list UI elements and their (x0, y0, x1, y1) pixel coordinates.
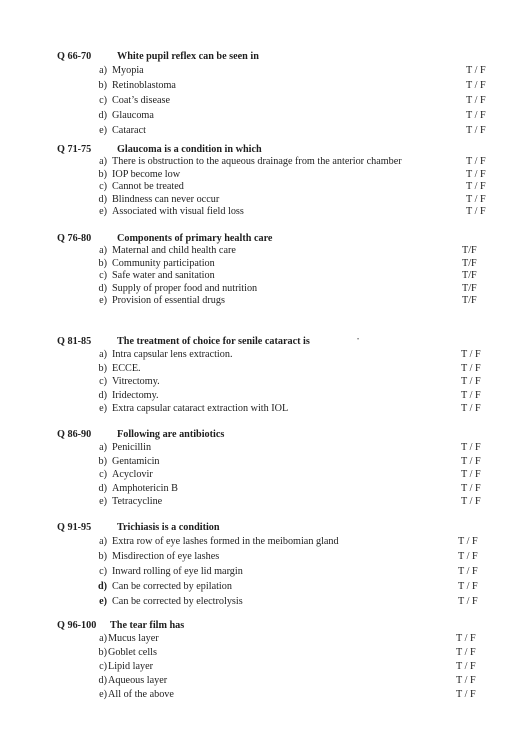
option-letter: b) (98, 80, 107, 91)
option-text: ECCE. (112, 362, 141, 374)
option-row (0, 156, 520, 169)
option-text: Extra row of eye lashes formed in the meibomian gland (112, 536, 339, 547)
true-false-answer: T / F (456, 661, 476, 672)
true-false-answer: T / F (466, 156, 486, 167)
option-text: Blindness can never occur (112, 193, 220, 205)
option-row (0, 482, 520, 496)
option-row (0, 375, 520, 389)
option-row (0, 78, 520, 93)
option-text: Maternal and child health care (112, 245, 236, 256)
question-block-86-90 (0, 428, 520, 509)
option-row (0, 63, 520, 78)
true-false-answer: T / F (461, 362, 481, 374)
question-header (0, 428, 520, 441)
question-number: Q 66-70 (57, 51, 92, 62)
option-letter: c) (99, 270, 107, 281)
true-false-answer: T / F (456, 647, 476, 658)
true-false-answer: T/F (462, 257, 477, 269)
option-text: Myopia (112, 65, 144, 76)
true-false-answer: T / F (461, 455, 481, 467)
question-block-71-75 (0, 143, 520, 219)
option-row (0, 181, 520, 194)
true-false-answer: T / F (466, 80, 486, 91)
option-letter: b) (98, 647, 107, 658)
question-header (0, 143, 520, 156)
option-text: Can be corrected by epilation (112, 581, 232, 592)
option-row (0, 270, 520, 283)
stray-dot: • (357, 337, 360, 343)
option-letter: d) (97, 581, 107, 592)
true-false-answer: T / F (466, 206, 486, 217)
true-false-answer: T / F (458, 536, 478, 547)
question-header (0, 50, 520, 63)
true-false-answer: T / F (466, 95, 486, 106)
option-letter: e) (99, 596, 107, 607)
option-row (0, 169, 520, 182)
question-stem: The tear film has (110, 620, 185, 631)
true-false-answer: T / F (461, 482, 481, 494)
option-row (0, 93, 520, 108)
option-letter: c) (99, 469, 107, 480)
option-letter: e) (99, 206, 107, 217)
option-letter: a) (99, 349, 107, 360)
option-text: Goblet cells (108, 647, 157, 658)
option-text: Gentamicin (112, 455, 160, 467)
option-text: Inward rolling of eye lid margin (112, 566, 243, 577)
option-letter: c) (99, 376, 107, 387)
true-false-answer: T / F (461, 403, 481, 414)
question-block-81-85 (0, 335, 520, 416)
option-row (0, 295, 520, 308)
option-text: There is obstruction to the aqueous drainage from the anterior chamber (112, 156, 402, 167)
option-text: Provision of essential drugs (112, 295, 225, 306)
option-letter: a) (99, 442, 107, 453)
true-false-answer: T / F (458, 566, 478, 577)
true-false-answer: T / F (458, 581, 478, 592)
option-text: Supply of proper food and nutrition (112, 282, 258, 294)
question-block-66-70 (0, 50, 520, 138)
option-row (0, 283, 520, 296)
option-row (0, 441, 520, 455)
question-number: Q 71-75 (57, 144, 92, 155)
option-row (0, 389, 520, 403)
true-false-answer: T/F (462, 295, 477, 306)
true-false-answer: T/F (462, 270, 477, 281)
true-false-answer: T/F (462, 245, 477, 256)
question-header (0, 232, 520, 245)
true-false-answer: T / F (461, 376, 481, 387)
option-row (0, 258, 520, 271)
true-false-answer: T / F (466, 168, 486, 180)
question-number: Q 81-85 (57, 336, 92, 347)
option-text: Intra capsular lens extraction. (112, 349, 233, 360)
option-letter: c) (99, 566, 107, 577)
option-text: Lipid layer (108, 661, 153, 672)
option-text: Acyclovir (112, 469, 153, 480)
option-row (0, 594, 520, 609)
question-block-76-80 (0, 232, 520, 308)
question-block-91-95 (0, 521, 520, 609)
true-false-answer: T / F (461, 496, 481, 507)
question-stem: White pupil reflex can be seen in (117, 51, 259, 62)
option-letter: d) (98, 193, 107, 205)
option-letter: a) (99, 156, 107, 167)
option-row (0, 632, 520, 646)
true-false-answer: T/F (462, 282, 477, 294)
question-header (0, 335, 520, 348)
true-false-answer: T / F (456, 675, 476, 686)
true-false-answer: T / F (466, 125, 486, 136)
option-row (0, 362, 520, 376)
option-text: Community participation (112, 257, 215, 269)
true-false-answer: T / F (466, 181, 486, 192)
question-stem: Glaucoma is a condition in which (117, 144, 262, 155)
option-letter: d) (98, 110, 107, 121)
option-row (0, 495, 520, 509)
option-text: Aqueous layer (108, 675, 168, 686)
option-text: Extra capsular cataract extraction with IOL (112, 403, 289, 414)
option-letter: c) (99, 661, 107, 672)
option-letter: a) (99, 633, 107, 644)
option-text: Cannot be treated (112, 181, 184, 192)
option-text: Vitrectomy. (112, 376, 160, 387)
question-header (0, 619, 520, 632)
option-row (0, 402, 520, 416)
option-letter: e) (99, 689, 107, 700)
option-text: Safe water and sanitation (112, 270, 215, 281)
option-text: Amphotericin B (112, 482, 178, 494)
option-letter: d) (98, 389, 107, 401)
option-row (0, 660, 520, 674)
option-row (0, 549, 520, 564)
option-text: Misdirection of eye lashes (112, 551, 220, 562)
option-letter: b) (98, 362, 107, 374)
option-text: IOP become low (112, 168, 181, 180)
option-letter: e) (99, 496, 107, 507)
option-letter: e) (99, 125, 107, 136)
option-text: Can be corrected by electrolysis (112, 596, 243, 607)
option-letter: c) (99, 95, 107, 106)
option-letter: a) (99, 536, 107, 547)
option-letter: d) (98, 675, 107, 686)
true-false-answer: T / F (461, 349, 481, 360)
option-text: Coat’s disease (112, 95, 171, 106)
option-letter: e) (99, 295, 107, 306)
option-text: Mucus layer (108, 633, 159, 644)
true-false-answer: T / F (461, 389, 481, 401)
option-text: Associated with visual field loss (112, 206, 244, 217)
question-block-96-100 (0, 619, 520, 702)
option-row (0, 245, 520, 258)
option-letter: e) (99, 403, 107, 414)
true-false-answer: T / F (458, 551, 478, 562)
question-stem: Components of primary health care (117, 233, 273, 244)
question-number: Q 76-80 (57, 233, 92, 244)
question-stem: The treatment of choice for senile cataract is (117, 336, 310, 347)
option-row (0, 564, 520, 579)
question-number: Q 96-100 (57, 620, 97, 631)
option-letter: d) (98, 482, 107, 494)
true-false-answer: T / F (458, 596, 478, 607)
true-false-answer: T / F (461, 442, 481, 453)
option-letter: c) (99, 181, 107, 192)
question-number: Q 86-90 (57, 429, 92, 440)
true-false-answer: T / F (466, 110, 486, 121)
true-false-answer: T / F (466, 193, 486, 205)
option-row (0, 455, 520, 469)
option-row (0, 579, 520, 594)
option-letter: a) (99, 245, 107, 256)
true-false-answer: T / F (466, 65, 486, 76)
option-letter: d) (98, 282, 107, 294)
question-number: Q 91-95 (57, 522, 92, 533)
option-text: Glaucoma (112, 110, 154, 121)
option-text: Iridectomy. (112, 389, 159, 401)
option-letter: b) (98, 551, 107, 562)
option-letter: b) (98, 257, 107, 269)
option-row (0, 108, 520, 123)
option-letter: b) (98, 455, 107, 467)
option-row (0, 674, 520, 688)
question-header (0, 521, 520, 534)
option-row (0, 123, 520, 138)
question-stem: Following are antibiotics (117, 429, 225, 440)
option-row (0, 468, 520, 482)
option-row (0, 194, 520, 207)
option-letter: b) (98, 168, 107, 180)
option-text: All of the above (108, 689, 174, 700)
option-text: Retinoblastoma (112, 80, 176, 91)
true-false-answer: T / F (456, 689, 476, 700)
option-text: Cataract (112, 125, 146, 136)
option-row (0, 534, 520, 549)
option-row (0, 348, 520, 362)
true-false-answer: T / F (461, 469, 481, 480)
true-false-answer: T / F (456, 633, 476, 644)
question-stem: Trichiasis is a condition (117, 522, 220, 533)
option-text: Tetracycline (112, 496, 163, 507)
option-letter: a) (99, 65, 107, 76)
option-text: Penicillin (112, 442, 152, 453)
option-row (0, 646, 520, 660)
option-row (0, 688, 520, 702)
option-row (0, 206, 520, 219)
